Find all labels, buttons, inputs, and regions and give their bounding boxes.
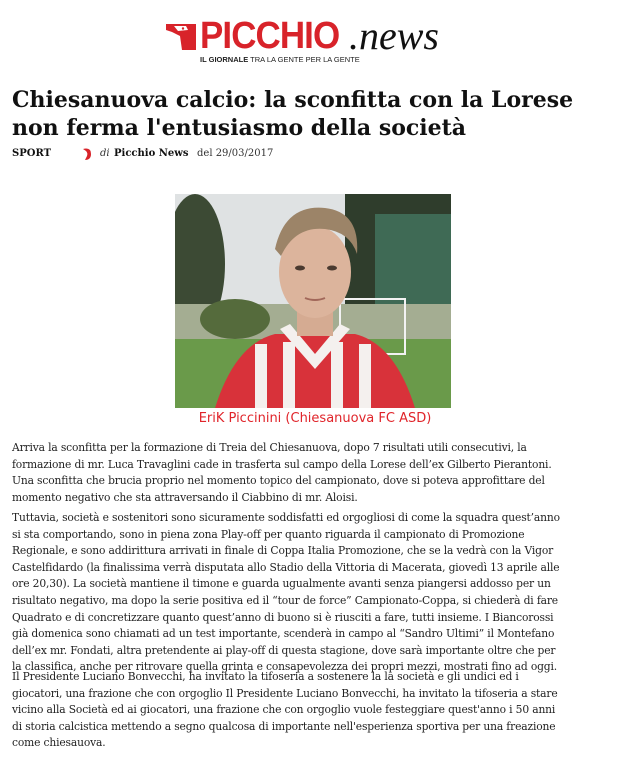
woodpecker-logo-icon [164, 20, 198, 52]
site-tagline [200, 55, 360, 64]
article-paragraph: Il Presidente Luciano Bonvecchi, ha invitato la tifoseria a sostenere la la società e gli undici ed i giocatori, una frazione che con orgoglio Il Presidente Luciano Bonvecchi, ha invitato la tifoseria a stare vicino alla Società ed ai giocatori, una frazione che con orgoglio vuole festeggiare quest'anno i 50 anni di storia calcistica mettendo a segno qualcosa di importante nell'esperienza sportiva per una freazione come chiesauova. [12, 670, 558, 750]
tagline-rest: TRA LA GENTE PER LA GENTE [248, 55, 360, 64]
photo-caption: EriK Piccinini (Chiesanuova FC ASD) [198, 411, 432, 426]
site-logo-text: PICCHIO [200, 15, 340, 57]
article-paragraph: Arriva la sconfitta per la formazione di Treia del Chiesanuova, dopo 7 risultati utili consecutivi, la formazione di mr. Luca Travaglini cade in trasferta sul campo della Lorese dell’ex Gilberto Pierantoni. Una sconfitta che brucia proprio nel momento topico del campionato, dove si poteva approfittare del momento negativo che sta attraversando il Ciabbino di mr. Aloisi. [12, 441, 552, 504]
author-link[interactable]: Picchio News [114, 148, 189, 159]
author-prefix: di [100, 148, 110, 159]
section-link[interactable]: SPORT [12, 148, 52, 159]
tagline-bold: IL GIORNALE [200, 55, 249, 64]
publish-date: del 29/03/2017 [197, 148, 274, 159]
article-meta [12, 148, 412, 164]
site-logo-suffix: .news [349, 13, 439, 58]
article-photo [175, 194, 451, 408]
article-title: Chiesanuova calcio: la sconfitta con la Lorese non ferma l'entusiasmo della società [12, 87, 574, 141]
site-masthead[interactable] [160, 14, 470, 70]
picchio-logo-icon [81, 147, 93, 161]
player-photo-image [175, 194, 451, 408]
article-paragraph: Tuttavia, società e sostenitori sono sicuramente soddisfatti ed orgogliosi di come la squadra quest’anno si sta comportando, sono in piena zona Play-off per quanto riguarda il campionato di Promozione Regionale, e sono addirittura arrivati in finale di Coppa Italia Promozione, che se la vedrà con la Vigor Castelfidardo (la finalissima verrà disputata allo Stadio della Vittoria di Macerata, giovedì 13 aprile alle ore 20,30). La società mantiene il timone e guarda ugualmente avanti senza piangersi addosso per un risultato negativo, ma dopo la serie positiva ed il “tour de force” Campionato-Coppa, si chiederà di fare Quadrato e di concretizzare quanto quest’anno di buono si è riusciti a fare, tutti insieme. I Biancorossi già domenica sono chiamati ad un test importante, scenderà in campo al “Sandro Ultimi” il Montefano dell’ex mr. Fondati, altra pretendente ai play-off di questa stagione, dove sarà importante oltre che per la classifica, anche per ritrovare quella grinta e consapevolezza dei propri mezzi, mostrati fino ad oggi. [12, 511, 560, 674]
